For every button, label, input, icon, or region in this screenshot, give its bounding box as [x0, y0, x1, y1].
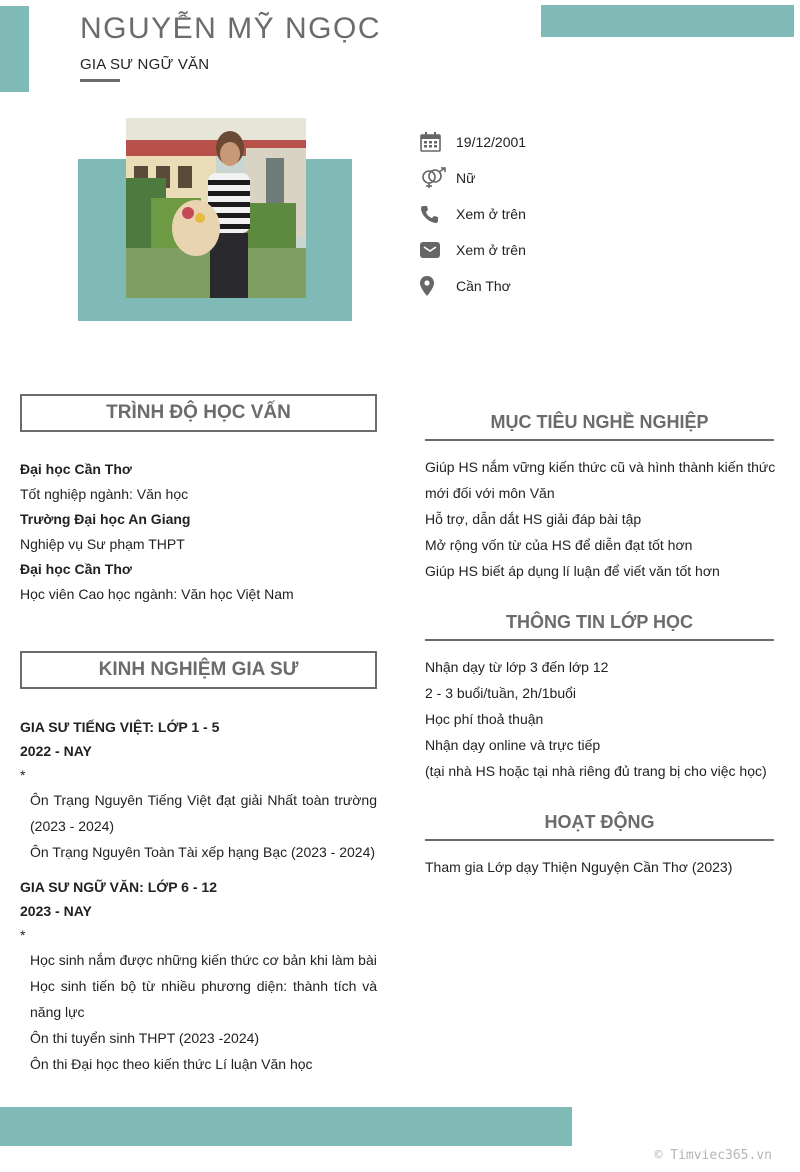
experience-item: Ôn Trạng Nguyên Tiếng Việt đạt giải Nhất toàn trường (2023 - 2024) — [30, 792, 377, 834]
experience-entry — [20, 715, 377, 865]
experience-heading — [20, 651, 377, 689]
objective-line: Giúp HS biết áp dụng lí luận để viết văn tốt hơn — [425, 563, 720, 579]
class-info-line: Nhận dạy online và trực tiếp — [425, 737, 601, 753]
class-info-line: 2 - 3 buổi/tuần, 2h/1buổi — [425, 685, 577, 701]
location-row — [420, 268, 780, 304]
experience-period: 2022 - NAY — [20, 743, 92, 759]
email-icon — [420, 241, 456, 259]
activities-list — [425, 854, 785, 880]
experience-heading-text: KINH NGHIỆM GIA SƯ — [98, 659, 299, 680]
experience-item: Ôn thi tuyển sinh THPT (2023 -2024) — [30, 1030, 260, 1046]
objective-heading-text: MỤC TIÊU NGHỀ NGHIỆP — [490, 412, 709, 432]
education-detail: Nghiệp vụ Sư phạm THPT — [20, 536, 185, 552]
objective-line: Mở rộng vốn từ của HS để diễn đạt tốt hơn — [425, 537, 693, 553]
job-title: GIA SƯ NGỮ VĂN — [80, 56, 210, 73]
class-info-line: (tại nhà HS hoặc tại nhà riêng đủ trang bị cho việc học) — [425, 763, 767, 779]
email-text: Xem ở trên — [456, 242, 526, 258]
top-right-accent-bar — [541, 5, 794, 37]
objective-heading — [425, 412, 774, 441]
gender-text: Nữ — [456, 170, 476, 186]
activities-heading — [425, 812, 774, 841]
watermark: © Timviec365.vn — [654, 1148, 772, 1163]
education-school: Đại học Cần Thơ — [20, 561, 132, 577]
gender-row — [420, 160, 780, 196]
experience-item: Ôn thi Đại học theo kiến thức Lí luận Văn học — [30, 1056, 313, 1072]
experience-title: GIA SƯ TIẾNG VIỆT: LỚP 1 - 5 — [20, 719, 220, 735]
education-school: Đại học Cần Thơ — [20, 461, 132, 477]
phone-icon — [420, 205, 456, 223]
profile-photo — [126, 118, 306, 298]
objective-line: Hỗ trợ, dẫn dắt HS giải đáp bài tập — [425, 511, 642, 527]
experience-item: Học sinh nắm được những kiến thức cơ bản khi làm bài — [30, 952, 377, 968]
phone-row — [420, 196, 780, 232]
experience-period: 2023 - NAY — [20, 903, 92, 919]
experience-bullet: * — [20, 767, 26, 783]
experience-list — [20, 715, 377, 1077]
birthdate-row — [420, 124, 780, 160]
class-info-line: Nhận dạy từ lớp 3 đến lớp 12 — [425, 659, 609, 675]
phone-text: Xem ở trên — [456, 206, 526, 222]
objective-list — [425, 454, 785, 584]
class-info-list — [425, 654, 785, 784]
bottom-accent-bar — [0, 1107, 572, 1146]
class-info-line: Học phí thoả thuận — [425, 711, 544, 727]
email-row — [420, 232, 780, 268]
education-detail: Tốt nghiệp ngành: Văn học — [20, 486, 189, 502]
objective-line: Giúp HS nắm vững kiến thức cũ và hình thành kiến thức — [425, 459, 776, 475]
title-underline — [80, 79, 120, 82]
personal-info — [420, 124, 780, 304]
education-heading-text: TRÌNH ĐỘ HỌC VẤN — [106, 402, 291, 423]
calendar-icon — [420, 132, 456, 152]
experience-title: GIA SƯ NGỮ VĂN: LỚP 6 - 12 — [20, 879, 217, 895]
location-pin-icon — [420, 276, 456, 296]
education-detail: Học viên Cao học ngành: Văn học Việt Nam — [20, 586, 294, 602]
objective-line: mới đối với môn Văn — [425, 485, 555, 501]
activities-heading-text: HOẠT ĐỘNG — [544, 812, 655, 832]
education-list — [20, 457, 380, 607]
left-accent-block — [0, 6, 29, 92]
experience-bullet: * — [20, 927, 26, 943]
activity-line: Tham gia Lớp dạy Thiện Nguyện Cần Thơ (2023) — [425, 859, 733, 875]
class-info-heading-text: THÔNG TIN LỚP HỌC — [505, 612, 694, 632]
class-info-heading — [425, 612, 774, 641]
experience-entry — [20, 875, 377, 1077]
education-heading — [20, 394, 377, 432]
candidate-name: NGUYỄN MỸ NGỌC — [80, 12, 382, 45]
experience-item: Ôn Trạng Nguyên Toàn Tài xếp hạng Bạc (2023 - 2024) — [30, 844, 376, 860]
experience-item: Học sinh tiến bộ từ nhiều phương diện: thành tích và năng lực — [30, 978, 377, 1020]
education-school: Trường Đại học An Giang — [20, 511, 191, 527]
gender-icon — [420, 167, 456, 189]
location-text: Cần Thơ — [456, 278, 511, 294]
birthdate-text: 19/12/2001 — [456, 134, 527, 150]
